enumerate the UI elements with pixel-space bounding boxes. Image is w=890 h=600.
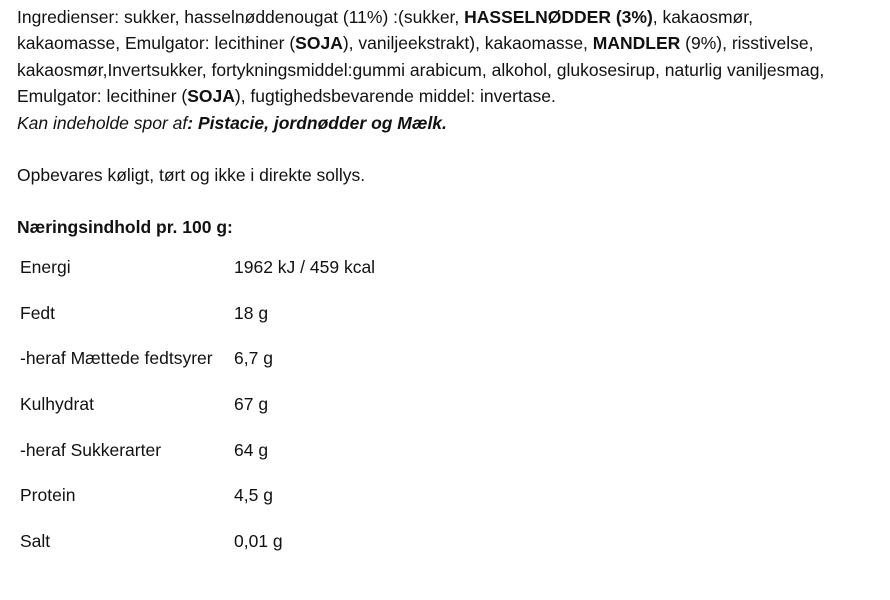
allergen-note-prefix: Kan indeholde spor af	[17, 112, 188, 133]
nutrient-value: 4,5 g	[234, 485, 273, 506]
nutrient-value: 18 g	[234, 302, 269, 323]
nutrient-name: Kulhydrat	[20, 394, 94, 415]
table-row	[20, 291, 375, 337]
allergen-soy: SOJA	[295, 33, 343, 54]
table-row	[20, 245, 375, 291]
allergen-note	[17, 113, 447, 133]
nutrient-name: Salt	[20, 530, 51, 551]
ingredients-text: ), vaniljeekstrakt), kakaomasse,	[342, 33, 593, 54]
ingredients-text: Ingredienser: sukker, hasselnøddenougat (11%) :(sukker,	[17, 7, 465, 27]
ingredients-text: , kakaosmør, kakaomasse, Emulgator: lecithiner (	[17, 7, 753, 54]
table-row	[20, 382, 375, 428]
table-row	[20, 519, 375, 565]
nutrition-heading: Næringsindhold pr. 100 g:	[17, 217, 233, 238]
ingredients-text: ), fugtighedsbevarende middel: invertase.	[234, 86, 556, 107]
nutrient-value: 6,7 g	[234, 348, 273, 369]
allergen-soy: SOJA	[187, 86, 235, 107]
table-row	[20, 336, 375, 382]
storage-instructions: Opbevares køligt, tørt og ikke i direkte sollys.	[17, 165, 366, 186]
table-row	[20, 427, 375, 473]
allergen-almonds: MANDLER	[592, 33, 681, 54]
allergen-hazelnuts: HASSELNØDDER (3%)	[464, 7, 653, 27]
nutrient-name: Energi	[20, 257, 71, 278]
nutrient-name: -heraf Mættede fedtsyrer	[20, 348, 213, 369]
product-info-document	[17, 4, 877, 241]
nutrition-table	[20, 245, 375, 564]
allergen-note-list: : Pistacie, jordnødder og Mælk.	[187, 112, 447, 133]
ingredients-text: (9%), risstivelse, kakaosmør,Invertsukker, fortykningsmiddel:gummi arabicum, alkohol, glukosesirup, naturlig vaniljesmag, Emulgator: lecithiner (	[17, 33, 825, 107]
nutrient-name: -heraf Sukkerarter	[20, 439, 162, 460]
nutrient-value: 0,01 g	[234, 530, 283, 551]
nutrient-name: Protein	[20, 485, 76, 506]
nutrient-name: Fedt	[20, 302, 56, 323]
nutrient-value: 64 g	[234, 439, 269, 460]
table-row	[20, 473, 375, 519]
nutrient-value: 67 g	[234, 394, 269, 415]
ingredients-paragraph	[17, 4, 827, 136]
nutrient-value: 1962 kJ / 459 kcal	[234, 257, 376, 278]
